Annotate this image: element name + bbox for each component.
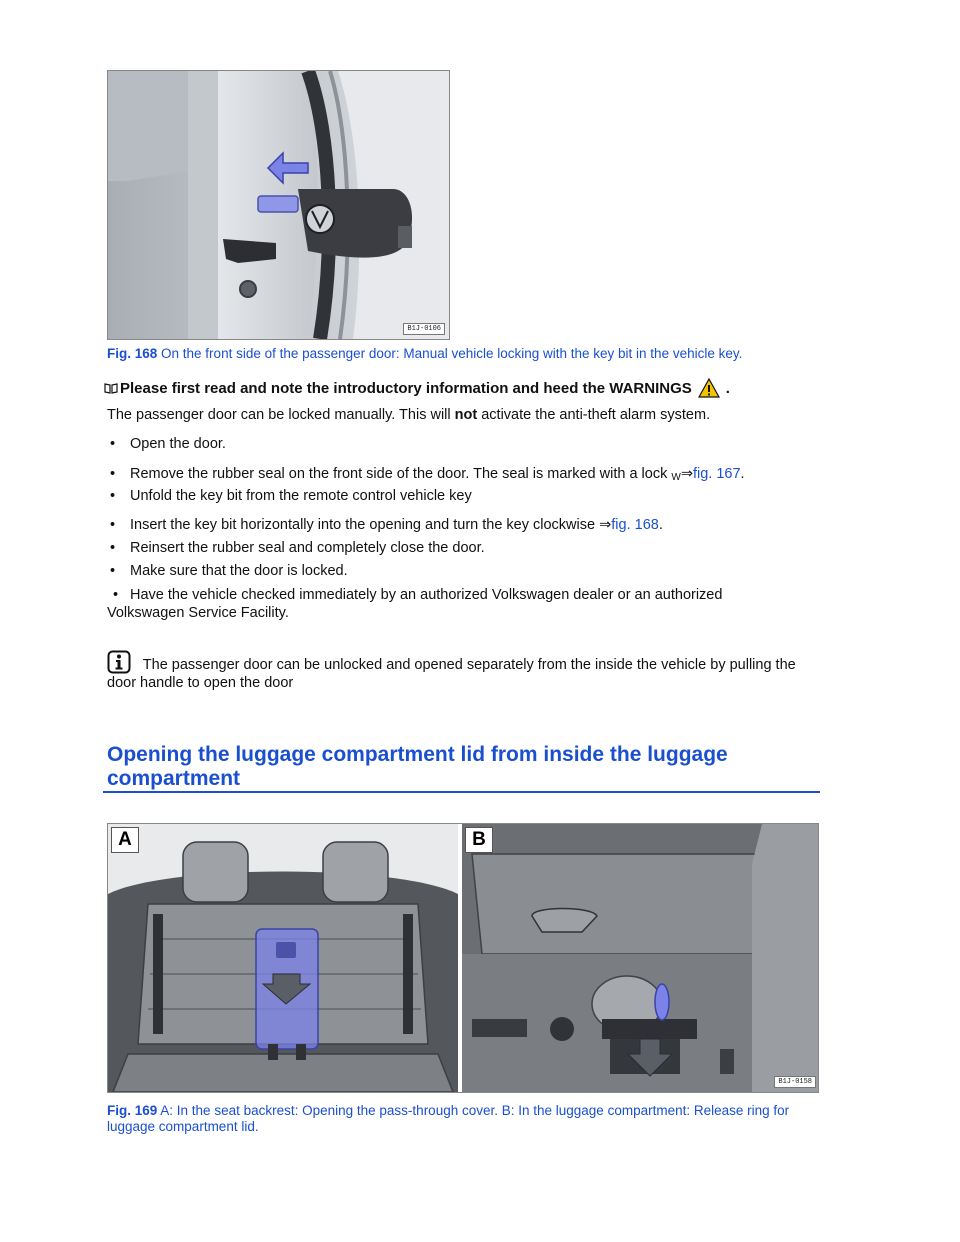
figure-169-caption bbox=[107, 1103, 807, 1135]
figure-168-image bbox=[107, 70, 450, 340]
intro-trailing: . bbox=[725, 379, 730, 397]
list-item-text: Make sure that the door is locked. bbox=[130, 563, 348, 579]
arrow-symbol: ⇒ bbox=[599, 517, 612, 533]
list-item-text: Open the door. bbox=[130, 436, 226, 452]
list-item-end: . bbox=[740, 466, 745, 482]
intro-paragraph bbox=[107, 406, 710, 424]
list-item: • Insert the key bit horizontally into the opening and turn the key clockwise ⇒fig. 168. bbox=[110, 517, 663, 533]
lock-symbol: W bbox=[671, 472, 681, 483]
luggage-compartment-illustration bbox=[462, 824, 819, 1092]
arrow-symbol: ⇒ bbox=[680, 466, 693, 482]
caption-text: On the front side of the passenger door: Manual vehicle locking with the key bit in the vehicle key. bbox=[157, 346, 743, 361]
panel-a-label: A bbox=[111, 827, 139, 853]
list-item: • Make sure that the door is locked. bbox=[110, 563, 348, 579]
book-icon bbox=[104, 383, 118, 394]
info-icon bbox=[107, 650, 131, 674]
rear-seat-illustration bbox=[108, 824, 458, 1092]
note-text: The passenger door can be unlocked and opened separately from the inside the vehicle by pulling the door handle to open the door bbox=[107, 657, 796, 691]
list-item-text: Have the vehicle checked immediately by an authorized Volkswagen dealer or an authorized Volkswagen Service Facility. bbox=[107, 587, 723, 621]
intro-text: Please first read and note the introductory information and heed the WARNINGS bbox=[120, 379, 692, 397]
list-item-text: Insert the key bit horizontally into the opening and turn the key clockwise bbox=[130, 517, 600, 533]
list-item-end: . bbox=[658, 517, 663, 533]
figure-label: Fig. 168 bbox=[107, 346, 158, 361]
warning-icon bbox=[698, 378, 720, 398]
paragraph-bold: not bbox=[454, 407, 478, 423]
list-item-text: Remove the rubber seal on the front side of the door. The seal is marked with a lock bbox=[130, 466, 672, 482]
image-code-label: B1J-0106 bbox=[403, 323, 445, 335]
list-item-text: Unfold the key bit from the remote control vehicle key bbox=[130, 488, 472, 504]
panel-b-label: B bbox=[465, 827, 493, 853]
image-code-label: B1J-0158 bbox=[774, 1076, 816, 1088]
list-item: • Unfold the key bit from the remote control vehicle key bbox=[110, 488, 472, 504]
figure-169-image bbox=[107, 823, 819, 1093]
door-key-illustration bbox=[108, 71, 449, 339]
info-note bbox=[107, 650, 807, 692]
figure-168-caption bbox=[107, 346, 742, 362]
list-item-text: Reinsert the rubber seal and completely close the door. bbox=[130, 540, 485, 556]
list-item: • Remove the rubber seal on the front side of the door. The seal is marked with a lock W⇒fig. 167. bbox=[110, 466, 745, 483]
section-heading: Opening the luggage compartment lid from inside the luggage compartment bbox=[107, 743, 728, 790]
figure-link[interactable]: fig. 168 bbox=[611, 517, 659, 533]
figure-label: Fig. 169 bbox=[107, 1103, 158, 1118]
heading-divider bbox=[103, 791, 820, 793]
panel-a bbox=[108, 824, 458, 1092]
intro-notice bbox=[104, 378, 730, 398]
list-item: • Reinsert the rubber seal and completely close the door. bbox=[110, 540, 485, 556]
list-item: • Have the vehicle checked immediately by an authorized Volkswagen dealer or an authorized Volkswagen Service Facility. bbox=[107, 587, 723, 621]
paragraph-text-end: activate the anti-theft alarm system. bbox=[477, 407, 711, 423]
caption-text: A: In the seat backrest: Opening the pass-through cover. B: In the luggage compartment: Release ring for luggage compartment lid. bbox=[107, 1103, 790, 1134]
list-item: • Open the door. bbox=[110, 436, 226, 452]
panel-b bbox=[460, 824, 819, 1092]
figure-link[interactable]: fig. 167 bbox=[692, 466, 741, 482]
paragraph-text: The passenger door can be locked manually. This will bbox=[107, 407, 455, 423]
